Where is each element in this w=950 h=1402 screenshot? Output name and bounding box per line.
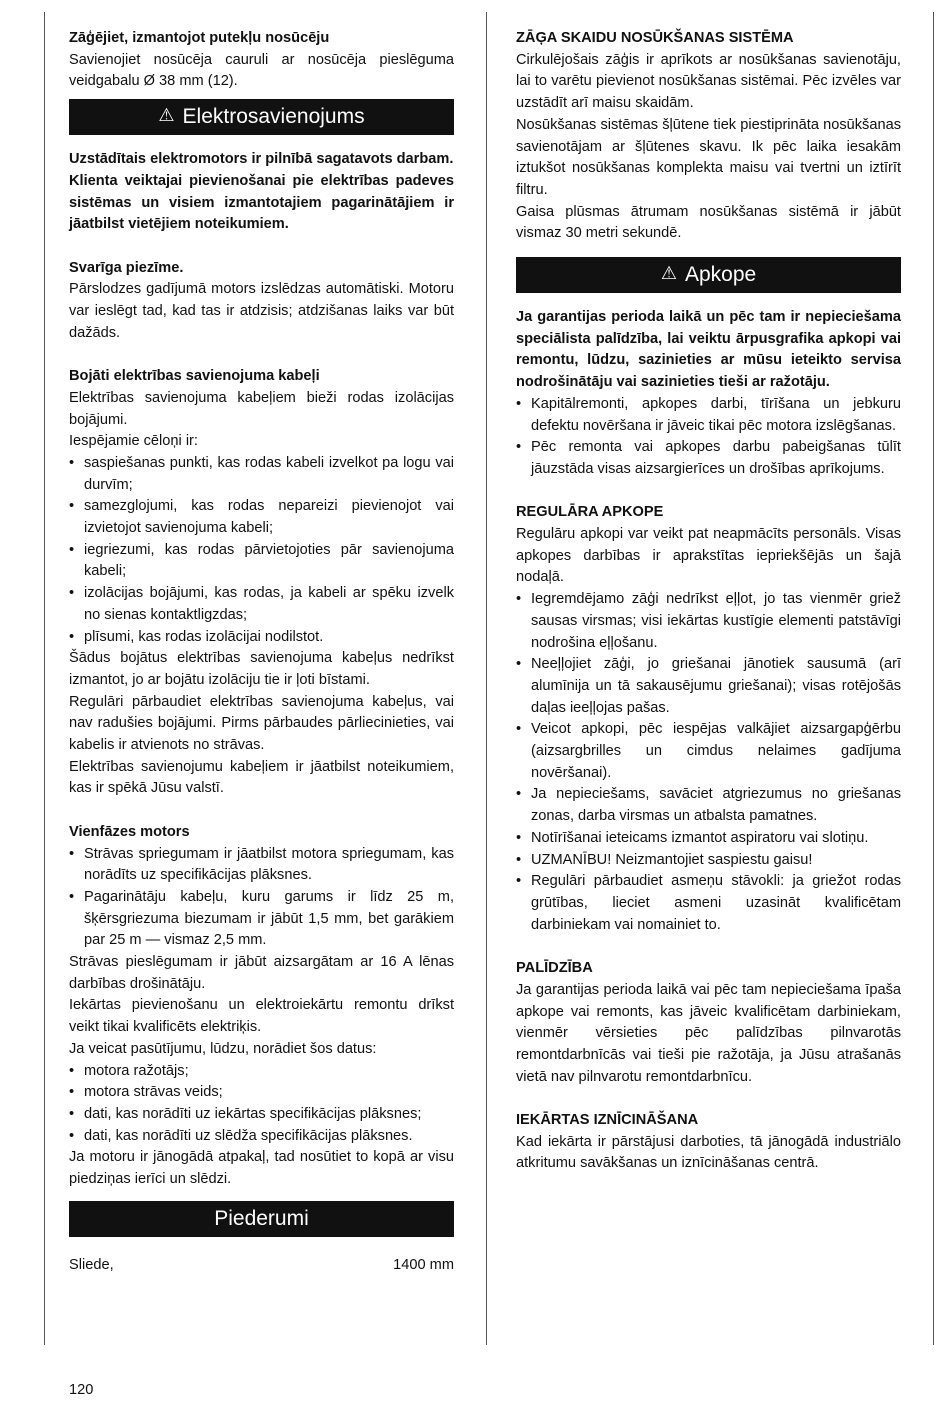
vienfazes-list [69, 844, 454, 953]
vienfazes-paragraph: Ja motoru ir jānogādā atpakaļ, tad nosūtiet to kopā ar visu piedziņas ierīci un slēdzi. [69, 1149, 454, 1188]
nosuksana-paragraph: Cirkulējošais zāģis ir aprīkots ar nosūkšanas savienotāju, lai to varētu pievienot nosūkšanas sistēmai. Pēc izvēles var uzstādīt arī maisu skaidām. [516, 51, 901, 112]
palidziba-heading: PALĪDZĪBA [516, 960, 593, 977]
dust-text: Savienojiet nosūcēja cauruli ar nosūcēja pieslēguma veidgabalu Ø 38 mm (12). [69, 51, 454, 90]
list-item: • dati, kas norādīti uz slēdža specifikācijas plāksnes. [69, 1126, 454, 1148]
list-item: • izolācijas bojājumi, kas rodas, ja kabeli ar spēku izvelk no sienas kontaktligzdas; [69, 583, 454, 626]
regulara-list [516, 589, 901, 936]
regulara-paragraph: Regulāru apkopi var veikt pat neapmācīts personāls. Visas apkopes darbības ir aprakstītas iepriekšējās un šajā nodaļā. [516, 526, 901, 586]
order-data-list [69, 1061, 454, 1148]
section-title: Piederumi [214, 1206, 309, 1230]
accessory-row [69, 1255, 454, 1277]
bojati-heading: Bojāti elektrības savienojuma kabeļi [69, 368, 320, 385]
list-item: • Strāvas spriegumam ir jāatbilst motora spriegumam, kas norādīts uz specifikācijas plāksnes. [69, 844, 454, 887]
list-item: • samezglojumi, kas rodas nepareizi pievienojot vai izvietojot savienojuma kabeli; [69, 496, 454, 539]
section-bar-piederumi [69, 1201, 454, 1237]
elektro-note-1: Uzstādītais elektromotors ir pilnībā sagatavots darbam. [69, 151, 454, 168]
section-bar-elektrosavienojums [69, 99, 454, 135]
list-item: • Neeļļojiet zāģi, jo griešanai jānotiek sausumā (arī alumīnija un tā sakausējumu griešanai); visas rotējošās daļas ieeļļojas pašas. [516, 654, 901, 719]
list-item: • Pagarinātāju kabeļu, kuru garums ir līdz 25 m, šķērsgriezuma biezumam ir jābūt 1,5 mm, bet garākiem par 25 m — vismaz 2,5 mm. [69, 887, 454, 952]
svariga-text: Pārslodzes gadījumā motors izslēdzas automātiski. Motoru var ieslēgt tad, kad tas ir atdzisis; atdzišanas laiks var būt dažāds. [69, 281, 454, 341]
vienfazes-paragraph: Ja veicat pasūtījumu, lūdzu, norādiet šos datus: [69, 1040, 377, 1057]
vienfazes-paragraph: Strāvas pieslēgumam ir jābūt aizsargātam ar 16 A lēnas darbības drošinātāju. [69, 954, 454, 992]
left-margin-rule [44, 12, 45, 1345]
accessory-value: 1400 mm [393, 1256, 454, 1273]
list-item: • Notīrīšanai ieteicams izmantot aspiratoru vai slotiņu. [516, 828, 901, 850]
warning-triangle-icon: ⚠ [660, 263, 677, 284]
elektro-note-2: Klienta veiktajai pievienošanai pie elektrības padeves sistēmas un visiem izmantotajiem pagarinātājiem ir jāatbilst vietējiem noteikumiem. [69, 172, 454, 233]
iznicinasana-paragraph: Kad iekārta ir pārstājusi darboties, tā jānogādā industriālo atkritumu savākšanas un iznīcināšanas centrā. [516, 1133, 901, 1172]
section-bar-apkope [516, 257, 901, 293]
nosuksana-paragraph: Nosūkšanas sistēmas šļūtene tiek piestiprināta nosūkšanas savienotājam ar šļūtenes skavu. Ik pēc laika iesakām iztukšot nosūkšanas komplekta maisu vai tvertni un iztīrīt filtru. [516, 116, 901, 198]
list-item: • Kapitālremonti, apkopes darbi, tīrīšana un jebkuru defektu novēršana ir jāveic tikai pēc motora izslēgšanas. [516, 394, 901, 437]
bojati-paragraph: Regulāri pārbaudiet elektrības savienojuma kabeļus, vai nav radušies bojājumi. Pirms pārbaudes pārliecinieties, vai kabelis ir atvienots no strāvas. [69, 693, 454, 754]
section-title: Apkope [684, 263, 757, 287]
list-item: • saspiešanas punkti, kas rodas kabeli izvelkot pa logu vai durvīm; [69, 453, 454, 496]
nosuksana-paragraph: Gaisa plūsmas ātrumam nosūkšanas sistēmā ir jābūt vismaz 30 metri sekundē. [516, 203, 901, 242]
list-item: • Iegremdējamo zāģi nedrīkst eļļot, jo tas vienmēr griež sausas virsmas; visi iekārtas kustīgie elementi patstāvīgi nodrošina eļļošanu. [516, 589, 901, 654]
svariga-heading: Svarīga piezīme. [69, 259, 184, 276]
bojati-list [69, 453, 454, 648]
list-item: • Ja nepieciešams, savāciet atgriezumus no griešanas zonas, darba virsmas un atbalsta pamatnes. [516, 784, 901, 827]
bojati-paragraph: Iespējamie cēloņi ir: [69, 433, 198, 450]
left-column [69, 28, 454, 1277]
right-margin-rule [933, 12, 934, 1345]
dust-heading: Zāģējiet, izmantojot putekļu nosūcēju [69, 30, 330, 46]
iznicinasana-heading: IEKĀRTAS IZNĪCINĀŠANA [516, 1112, 699, 1128]
list-item: • Regulāri pārbaudiet asmeņu stāvokli: ja griežot rodas grūtības, lieciet asmeni uzasināt kvalificētam darbiniekam vai nomainiet to. [516, 871, 901, 936]
bojati-paragraph: Elektrības savienojuma kabeļiem bieži rodas izolācijas bojājumi. [69, 389, 454, 428]
apkope-list [516, 394, 901, 481]
list-item: • motora strāvas veids; [69, 1082, 454, 1104]
vienfazes-paragraph: Iekārtas pievienošanu un elektroiekārtu remontu drīkst veikt tikai kvalificēts elektriķis. [69, 997, 454, 1036]
regulara-heading: REGULĀRA APKOPE [516, 504, 664, 521]
list-item: • Pēc remonta vai apkopes darbu pabeigšanas tūlīt jāuzstāda visas aizsargierīces un drošības aprīkojums. [516, 437, 901, 480]
warning-triangle-icon: ⚠ [158, 105, 175, 126]
page-number: 120 [69, 1382, 94, 1398]
center-column-rule [486, 12, 487, 1345]
section-title: Elektrosavienojums [182, 105, 365, 129]
palidziba-paragraph: Ja garantijas perioda laikā vai pēc tam nepieciešama īpaša apkope vai remonts, kas jāveic kvalificētam darbiniekam, vienmēr vērsieties pēc palīdzības pilnvarotās remontdarbnīcās vai tieši pie ražotāja, ja Jūsu atrašanās vietā nav pilnvarotu remontdarbnīcu. [516, 981, 901, 1085]
list-item: • UZMANĪBU! Neizmantojiet saspiestu gaisu! [516, 850, 901, 872]
list-item: • Veicot apkopi, pēc iespējas valkājiet aizsargapģērbu (aizsargbrilles un cimdus nelaimes gadījuma novēršanai). [516, 719, 901, 784]
list-item: • iegriezumi, kas rodas pārvietojoties pār savienojuma kabeli; [69, 540, 454, 583]
bojati-paragraph: Šādus bojātus elektrības savienojuma kabeļus nedrīkst izmantot, jo ar bojātu izolāciju tie ir ļoti bīstami. [69, 650, 454, 688]
accessory-name: Sliede, [69, 1256, 114, 1273]
apkope-note: Ja garantijas perioda laikā un pēc tam ir nepieciešama speciālista palīdzība, lai veiktu ārpusgrafika apkopi vai remontu, lūdzu, sazinieties ar mūsu ieteikto servisa nodrošinātāju vai sazinieties tieši ar ražotāju. [516, 309, 901, 391]
vienfazes-heading: Vienfāzes motors [69, 823, 190, 840]
list-item: • plīsumi, kas rodas izolācijai nodilstot. [69, 627, 454, 649]
list-item: • motora ražotājs; [69, 1061, 454, 1083]
right-column [516, 28, 901, 1175]
nosuksana-heading: ZĀĢA SKAIDU NOSŪKŠANAS SISTĒMA [516, 30, 794, 46]
list-item: • dati, kas norādīti uz iekārtas specifikācijas plāksnes; [69, 1104, 454, 1126]
bojati-paragraph: Elektrības savienojumu kabeļiem ir jāatbilst noteikumiem, kas ir spēkā Jūsu valstī. [69, 758, 454, 797]
